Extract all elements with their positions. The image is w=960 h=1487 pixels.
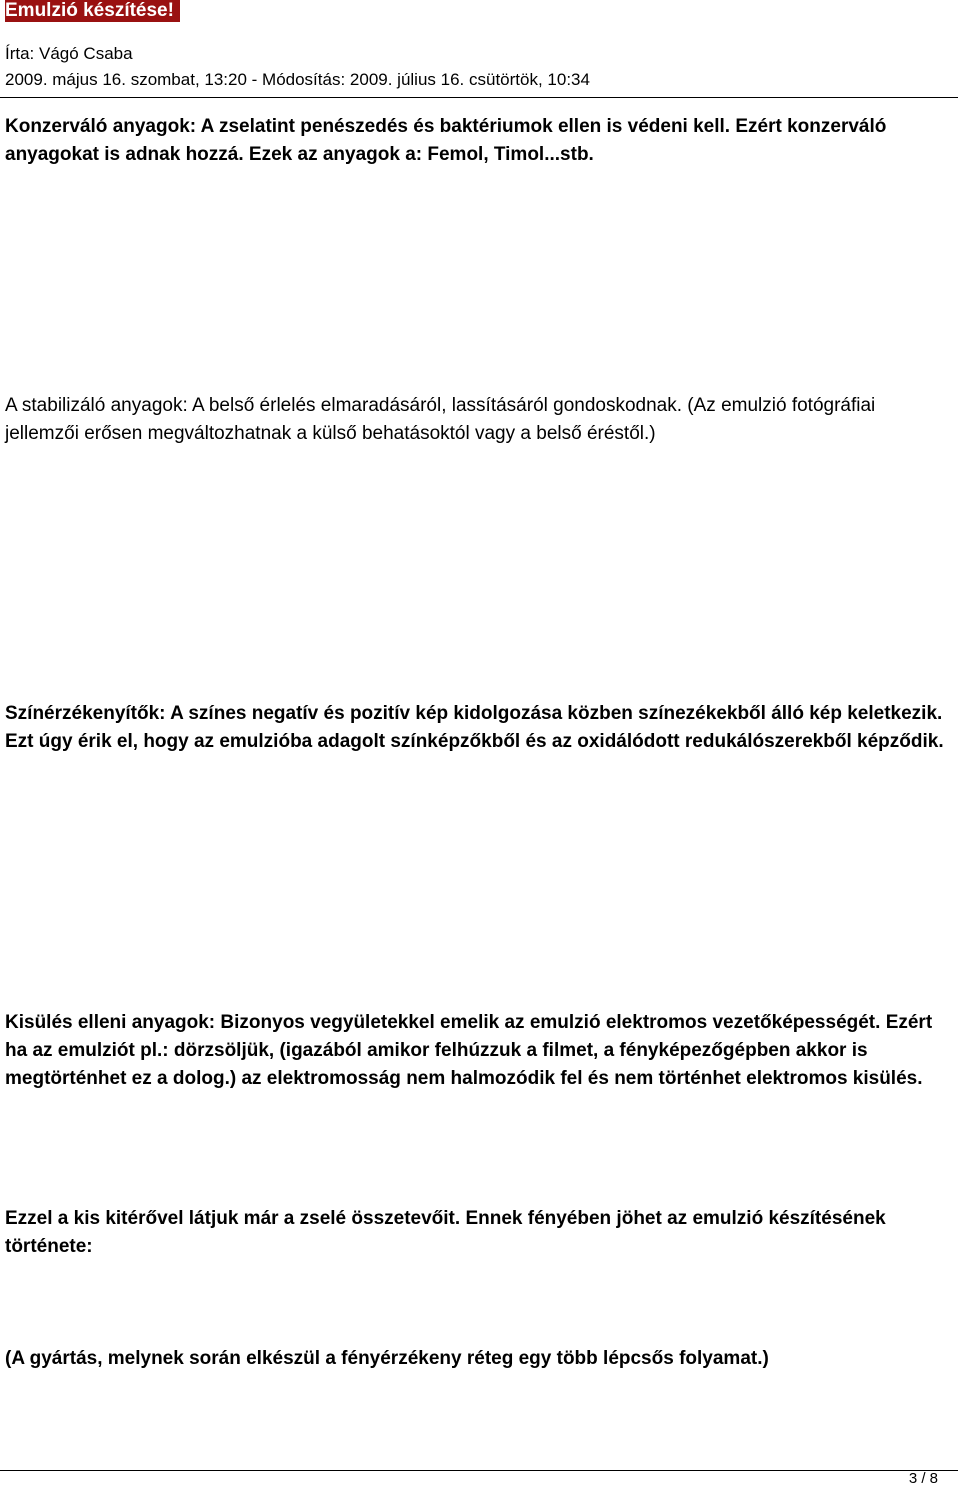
document-header [0,0,960,97]
paragraph-stabilizers: A stabilizáló anyagok: A belső érlelés elmaradásáról, lassításáról gondoskodnak. (Az emulzió fotógráfiai jellemzői erősen megváltozhatnak a külső behatásoktól vagy a belső éréstől.) [5,395,876,444]
paragraph-conservants: Konzerváló anyagok: A zselatint penészedés és baktériumok ellen is védeni kell. Ezért konzerváló anyagokat is adnak hozzá. Ezek az anyagok a: Femol, Timol...stb. [5,116,887,165]
header-divider [0,97,958,98]
paragraph-color-sensitizers: Színérzékenyítők: A színes negatív és pozitív kép kidolgozása közben színezékekből álló kép keletkezik. Ezt úgy érik el, hogy az emulzióba adagolt színképzőkből és az oxidálódott redukálószerekből képződik. [5,703,944,752]
author-line: Írta: Vágó Csaba [5,44,133,63]
footer-divider [0,1470,958,1471]
paragraph-transition: Ezzel a kis kitérővel látjuk már a zselé összetevőit. Ennek fényében jöhet az emulzió készítésének története: [5,1208,886,1257]
page-title: Emulzió készítése! [5,0,180,22]
date-line: 2009. május 16. szombat, 13:20 - Módosítás: 2009. július 16. csütörtök, 10:34 [5,70,590,89]
paragraph-antistatic: Kisülés elleni anyagok: Bizonyos vegyületekkel emelik az emulzió elektromos vezetőképességét. Ezért ha az emulziót pl.: dörzsöljük, (igazából amikor felhúzzuk a filmet, a fényképezőgépben akkor is megtörténhet ez a dolog.) az elektromosság nem halmozódik fel és nem történhet elektromos kisülés. [5,1012,933,1089]
paragraph-manufacturing: (A gyártás, melynek során elkészül a fényérzékeny réteg egy több lépcsős folyamat.) [5,1348,769,1369]
page-number: 3 / 8 [908,1470,938,1487]
